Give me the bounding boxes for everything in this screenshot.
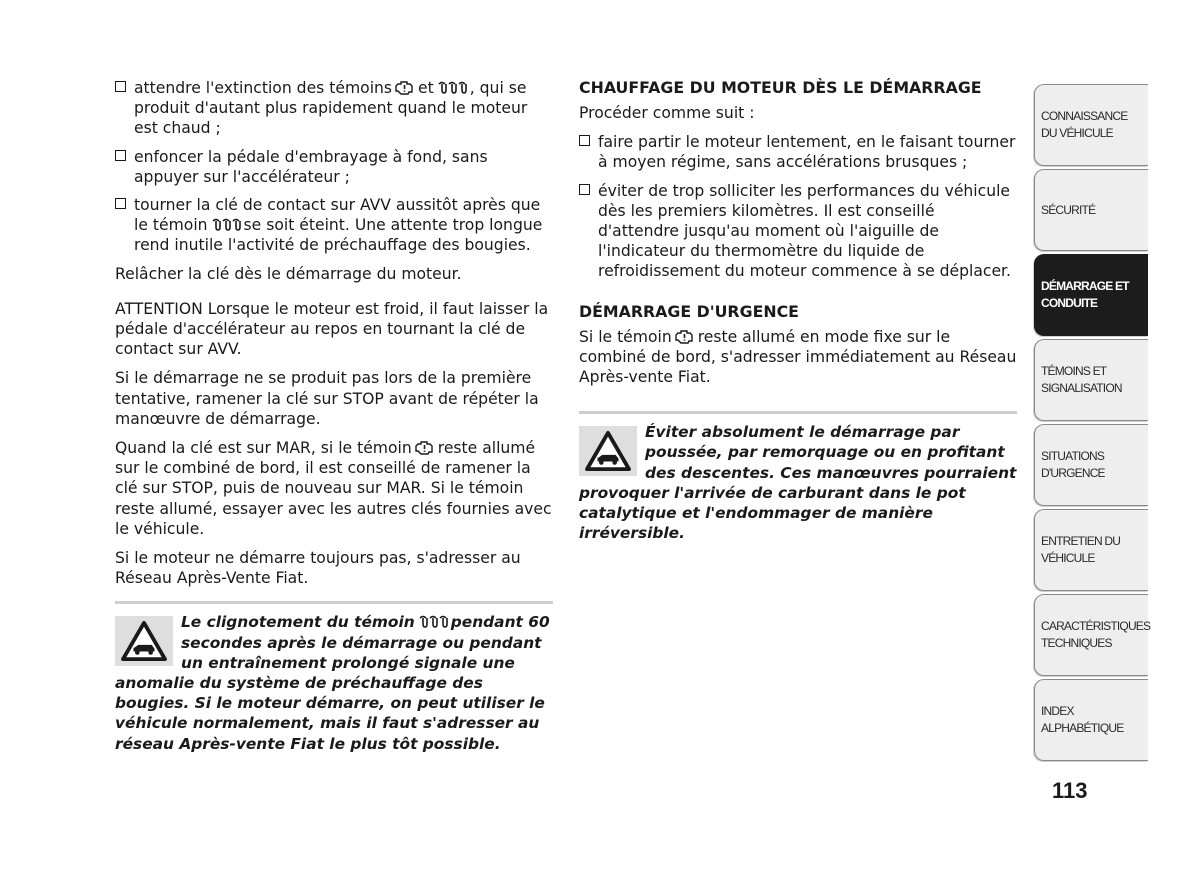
warning-glow-plug: Le clignotement du témoin pendant 60 secondes après le démarrage ou pendant un entraînement prolongé signale une anomalie du système de préchauffage des bougies. Si le moteur démarre, on peut utiliser le véhicule normalement, mais il faut s'adresser au réseau Après-vente Fiat le plus tôt possible. <box>115 613 550 753</box>
glow-plug-icon <box>211 217 241 233</box>
bullet-turn-key: tourner la clé de contact sur AVV aussitôt après que le témoin se soit éteint. Une attente trop longue rend inutile l'activité de préchauffage des bougies. <box>115 195 553 256</box>
tab-connaissance[interactable]: CONNAISSANCE DU VÉHICULE <box>1034 84 1148 166</box>
glow-plug-icon <box>418 614 448 630</box>
checkbox-bullet-icon <box>115 150 126 161</box>
page-number: 113 <box>1052 778 1088 803</box>
tab-temoins[interactable]: TÉMOINS ET SIGNALISATION <box>1034 339 1148 421</box>
car-warning-icon <box>115 616 173 666</box>
tab-situations[interactable]: SITUATIONS D'URGENCE <box>1034 424 1148 506</box>
paragraph-emergency: Si le témoin reste allumé en mode fixe sur le combiné de bord, s'adresser immédiatement au Réseau Après-vente Fiat. <box>579 327 1017 387</box>
engine-warning-icon <box>395 78 415 96</box>
checkbox-bullet-icon <box>115 198 126 209</box>
tab-caracteristiques[interactable]: CARACTÉRISTIQUES TECHNIQUES <box>1034 594 1148 676</box>
checkbox-bullet-icon <box>115 81 126 92</box>
bullet-avoid-stress: éviter de trop solliciter les performances du véhicule dès les premiers kilomètres. Il est conseillé d'attendre jusqu'au moment où l'aiguille de l'indicateur du thermomètre du liquide de refroidissement du moteur commence à se déplacer. <box>579 181 1017 282</box>
tab-index[interactable]: INDEX ALPHABÉTIQUE <box>1034 679 1148 761</box>
paragraph-first-attempt: Si le démarrage ne se produit pas lors de la première tentative, ramener la clé sur STOP avant de répéter la manœuvre de démarrage. <box>115 369 539 428</box>
checkbox-bullet-icon <box>579 135 590 146</box>
tab-entretien[interactable]: ENTRETIEN DU VÉHICULE <box>1034 509 1148 591</box>
paragraph-proceed: Procéder comme suit : <box>579 104 755 122</box>
paragraph-contact-network: Si le moteur ne démarre toujours pas, s'adresser au Réseau Après-Vente Fiat. <box>115 549 521 588</box>
engine-warning-icon <box>415 438 435 456</box>
paragraph-release-key: Relâcher la clé dès le démarrage du moteur. <box>115 264 462 283</box>
bullet-wait-warning-lights: attendre l'extinction des témoins et , qui se produit d'autant plus rapidement quand le moteur est chaud ; <box>115 78 553 139</box>
heading-emergency-start: DÉMARRAGE D'URGENCE <box>579 301 799 321</box>
section-tabs <box>1034 84 1151 764</box>
heading-engine-warmup: CHAUFFAGE DU MOTEUR DÈS LE DÉMARRAGE <box>579 78 982 97</box>
tab-securite[interactable]: SÉCURITÉ <box>1034 169 1148 251</box>
checkbox-bullet-icon <box>579 184 590 195</box>
tab-demarrage[interactable]: DÉMARRAGE ET CONDUITE <box>1034 254 1148 336</box>
engine-warning-icon <box>675 327 695 345</box>
bullet-press-clutch: enfoncer la pédale d'embrayage à fond, sans appuyer sur l'accélérateur ; <box>115 147 553 187</box>
glow-plug-icon <box>437 80 467 96</box>
right-column <box>579 78 1017 543</box>
left-column <box>115 78 553 754</box>
paragraph-key-on-mar: Quand la clé est sur MAR, si le témoin reste allumé sur le combiné de bord, il est conseillé de ramener la clé sur STOP, puis de nouveau sur MAR. Si le témoin reste allumé, essayer avec les autres clés fournies avec le véhicule. <box>115 439 552 538</box>
warning-push-start: Éviter absolument le démarrage par poussée, par remorquage ou en profitant des descentes. Ces manœuvres pourraient provoquer l'arrivée de carburant dans le pot catalytique et l'endommager de manière irréversible. <box>579 423 1017 543</box>
paragraph-attention: ATTENTION Lorsque le moteur est froid, il faut laisser la pédale d'accélérateur au repos en tournant la clé de contact sur AVV. <box>115 299 549 359</box>
car-warning-icon <box>579 426 637 476</box>
bullet-start-slowly: faire partir le moteur lentement, en le faisant tourner à moyen régime, sans accélérations brusques ; <box>579 132 1017 172</box>
